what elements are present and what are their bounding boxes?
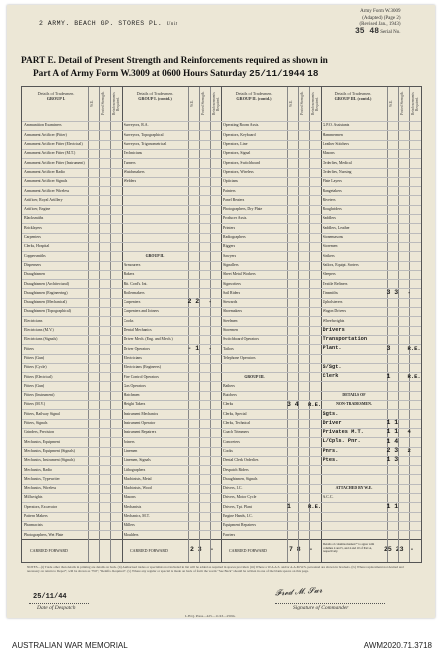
trade-label: Tailors: [223, 346, 234, 351]
trade-label: Operators, Wireless: [223, 169, 254, 174]
trade-label: Bit. Cord's. Int.: [123, 281, 148, 286]
trade-label: Technicians: [123, 151, 143, 156]
trade-label: DETAILS OF: [342, 393, 366, 398]
table-header: Details of Tradesmen. GROUP I. Details of Tradesmen. GROUP I. (contd.) Details of Tradesmen. GROUP II. (contd.) Details of Tradesmen. GROUP III. (contd.): [22, 87, 421, 122]
trade-label: Height Takers: [123, 402, 146, 407]
posted-strength-value: 2 3: [386, 447, 399, 454]
trade-label: Electricians (Signals): [24, 337, 58, 342]
trade-label: Orderlies, Medical: [322, 160, 352, 165]
reinforcement-value: -: [208, 344, 212, 352]
archive-ref: AWM2020.71.3718: [363, 641, 432, 650]
despatch-date-label: Date of Despatch: [37, 605, 76, 611]
trade-label: A.C.C.: [322, 495, 334, 500]
trade-label: Electricians (M.V.): [24, 328, 54, 332]
trade-label: Grinders, Precision: [24, 430, 55, 435]
trade-label: Stonemasons: [322, 235, 344, 239]
carried-forward-row: CARRIED FORWARD CARRIED FORWARD 2 3 - CARRIED FORWARD 7 8 - Details of columns marked * to agree with columns 4 and 5, and 4 and 10 of Part A, respectively. 25 23 -: [22, 539, 421, 562]
trade-label: Telephone Operators: [223, 355, 256, 360]
column-header-posted: Posted Strength.: [399, 91, 404, 116]
trade-label: Hammermen: [322, 132, 343, 137]
trade-label: Wheelwrights: [322, 318, 345, 323]
trade-label: S/Sgt.: [322, 364, 342, 370]
trade-label: Armament Artificer (Fitter): [24, 132, 67, 137]
trade-label: Fire Control Operators: [123, 374, 159, 379]
trade-label: Radiographers: [223, 235, 246, 239]
trade-label: Watchmakers: [123, 169, 145, 174]
trade-label: Signallers: [223, 262, 239, 267]
trade-label: Welders: [123, 179, 137, 184]
trade-label: Pharmacists: [24, 523, 43, 528]
signature-label: Signature of Commander: [293, 605, 349, 611]
trade-label: Equipment Repairers: [223, 523, 256, 528]
total-group2: 2 3: [190, 546, 202, 553]
trade-label: Operating Room Assts.: [223, 123, 260, 128]
reinforcement-value: R.E.: [308, 502, 322, 510]
trade-label: Joiners: [123, 439, 135, 444]
trade-label: Armament Artificer Signals: [24, 179, 68, 184]
row-line: [22, 465, 421, 466]
reinforcement-value: 4: [407, 428, 411, 436]
trade-label: Armament Artificer Fitter (Electrical): [24, 142, 83, 146]
trade-label: Armament Artificer Fitter (M.T.): [24, 151, 76, 156]
row-line: [22, 288, 421, 289]
trade-label: Steelmen: [223, 318, 238, 323]
row-line: [22, 158, 421, 159]
trade-label: Artificer, Engine: [24, 207, 51, 212]
row-line: [22, 214, 421, 215]
trade-label: Machinists, Metal: [123, 476, 152, 481]
trade-label: Electricians: [123, 355, 142, 360]
despatch-date-handwritten: 25/11/44: [33, 593, 67, 601]
reinforcement-value: R.E.: [308, 400, 322, 408]
reinforcement-value: R.E.: [407, 344, 421, 352]
trade-label: L/Cpls. Pnr.: [322, 438, 361, 445]
trade-label: Butchers: [223, 393, 237, 398]
trade-label: Saddlers: [322, 216, 336, 221]
row-line: [22, 186, 421, 187]
trade-label: Artificer, Royal Artillery: [24, 197, 63, 202]
trade-label: Fitters (Gun): [24, 383, 45, 388]
row-line: [22, 512, 421, 513]
column-header-we: W.E.: [388, 99, 393, 108]
column-header-posted: Posted Strength.: [101, 91, 105, 116]
trade-label: Riggers: [223, 244, 236, 249]
row-line: [22, 233, 421, 234]
column-header-reinf: Reinforcements Required.: [112, 92, 120, 115]
trade-label: Opticians: [223, 179, 238, 184]
trade-label: Moulders: [123, 532, 139, 537]
trade-label: NON-TRADESMEN.: [336, 402, 372, 407]
trade-label: Sleepers: [322, 272, 336, 277]
trade-label: Draughtsmen (Mechanical): [24, 300, 67, 305]
row-line: [22, 242, 421, 243]
trade-label: Instrument Repairers: [123, 430, 157, 435]
trade-label: Armourers: [123, 262, 141, 267]
trade-label: Bathers: [223, 383, 235, 388]
trade-label: Plant.: [322, 345, 342, 352]
trade-label: Fitters, Railway Signal: [24, 411, 60, 416]
trade-label: Cooks: [223, 448, 233, 453]
trade-label: Despatch Riders: [223, 467, 249, 472]
trade-label: Mechanics, Wireless: [24, 486, 57, 491]
trade-label: Fitters (M.V.): [24, 402, 46, 407]
archive-caption: [0, 633, 442, 653]
trade-label: Concreters: [223, 439, 240, 444]
trade-label: Mechanics, M.T.: [123, 514, 150, 518]
trade-label: G.P.O. Assistants: [322, 123, 350, 128]
trade-label: Producer Assts.: [223, 216, 248, 221]
form-title: PART E. Detail of Present Strength and Reinforcements required as shown in: [21, 56, 328, 66]
row-line: [22, 474, 421, 475]
trade-label: Clerks, Technical: [223, 421, 251, 425]
trade-label: Fitters, Signals: [24, 421, 48, 425]
trade-label: Riveters: [322, 197, 336, 202]
trade-label: Linemen: [123, 448, 138, 453]
total-group4: 25 23: [384, 546, 404, 553]
trade-label: Mechanics, Typewriter: [24, 476, 60, 481]
strength-table: [21, 86, 422, 563]
trade-label: Armament Artificer Fitter (Instrument): [24, 160, 85, 165]
row-line: [22, 261, 421, 262]
trade-label: Operators, Keyboard: [223, 132, 256, 137]
column-header-reinf: Reinforcements Required.: [311, 92, 319, 115]
trade-label: Orderlies, Nursing: [322, 169, 352, 174]
row-line: [22, 149, 421, 150]
trade-label: Coppersmiths: [24, 253, 46, 258]
reinforcement-value: -: [407, 288, 411, 296]
trade-label: Engine Hands, I.C.: [223, 514, 253, 518]
trade-label: Driver Mech. (Eng. and Mech.): [123, 337, 173, 342]
trade-label: GROUP II.: [145, 253, 165, 258]
trade-label: Clerks: [223, 402, 234, 407]
posted-strength-value: 1: [386, 372, 391, 380]
trade-label: Lithographers: [123, 467, 146, 472]
trade-label: Carpenters and Joiners: [123, 309, 159, 314]
trade-label: Privates M.T.: [322, 429, 364, 436]
trade-label: Stewards: [223, 300, 238, 305]
trade-label: Sail Riders: [223, 290, 241, 295]
trade-label: Fitters (Cycle): [24, 365, 47, 370]
trade-label: Mechanists: [123, 504, 142, 509]
column-header-posted: Posted Strength.: [200, 91, 205, 116]
trade-label: Cooks: [123, 318, 134, 323]
reinforcement-value: 2: [407, 447, 411, 454]
posted-strength-value: 1 4: [386, 437, 399, 445]
trade-label: Armament Artificer Wireless: [24, 188, 70, 193]
trade-label: Surveyors, Topographical: [123, 132, 164, 137]
posted-strength-value: 1 1: [386, 502, 399, 510]
trade-label: Surveyors, R.A.: [123, 123, 149, 128]
reinforcement-value: -: [208, 298, 212, 306]
trade-label: Shoemakers: [223, 309, 243, 314]
trade-label: Plate Layers: [322, 179, 342, 184]
trade-label: Boilermakers: [123, 290, 145, 295]
posted-strength-value: 1: [287, 502, 291, 510]
posted-strength-value: 1 1: [386, 428, 399, 436]
row-line: [22, 298, 421, 299]
trade-label: Upholsterers: [322, 300, 343, 305]
row-line: [22, 521, 421, 522]
column-header-reinf: Reinforcements Required.: [211, 92, 220, 115]
trade-label: Coach Trimmers: [223, 430, 250, 435]
posted-strength-value: - 1: [187, 344, 200, 352]
row-line: [22, 130, 421, 131]
posted-strength-value: 3: [386, 344, 391, 352]
trade-label: Drivers, Motor Cycle: [223, 495, 257, 500]
trade-label: Operators, Switchboard: [223, 160, 260, 165]
trade-label: Driver: [322, 419, 342, 426]
trade-label: Clerks, Hospital: [24, 244, 50, 249]
trade-label: Clerks, Special: [223, 411, 247, 416]
trade-label: Turners: [123, 160, 136, 165]
trade-label: Mechanics, Equipment: [24, 439, 60, 444]
trade-label: Wagon Drivers: [322, 309, 347, 314]
trade-label: Draughtsmen, Signals: [223, 476, 258, 481]
trade-label: Blacksmiths: [24, 216, 44, 221]
trade-label: Dental Clerk Orderlies: [223, 458, 259, 463]
row-line: [22, 354, 421, 355]
row-line: [22, 140, 421, 141]
trade-label: Storemen: [223, 328, 238, 332]
trade-label: Clerk: [322, 373, 339, 380]
trade-label: Bricklayers: [24, 225, 42, 230]
trade-label: Machinists, Wood: [123, 486, 152, 491]
trade-label: Drivers: [322, 326, 345, 333]
total-group3: 7 8: [289, 546, 301, 553]
trade-label: Storemen: [322, 244, 338, 249]
row-line: [22, 484, 421, 485]
row-line: [22, 502, 421, 503]
posted-strength-value: 3 4: [287, 400, 299, 408]
trade-label: Fitters: [24, 346, 34, 351]
trade-label: Strikers: [322, 253, 335, 258]
trade-label: Fitters (Gun): [24, 355, 45, 360]
trade-label: Rangetakers: [322, 188, 342, 193]
row-line: [22, 316, 421, 317]
archive-name: AUSTRALIAN WAR MEMORIAL: [12, 641, 128, 650]
serial-handwritten: 35 48: [355, 26, 380, 36]
posted-strength-value: 3 3: [386, 288, 399, 296]
trade-label: Millers: [123, 523, 135, 528]
trade-label: Draughtsmen: [24, 272, 45, 277]
row-line: [22, 168, 421, 169]
trade-label: Masons: [123, 495, 136, 500]
trade-label: GROUP III.: [244, 374, 265, 379]
trade-label: Surveyors, Trigonometrical: [123, 142, 167, 146]
row-line: [22, 195, 421, 196]
trade-label: Draughtsmen (Engineering): [24, 290, 68, 295]
trade-label: Saddlers, Leather: [322, 225, 350, 230]
form-title-line2: Part A of Army Form W.3009 at 0600 Hours Saturday 25/11/1944 18: [33, 68, 319, 79]
trade-label: Photographers, Dry Plate: [223, 207, 263, 212]
posted-strength-value: 1 3: [386, 456, 399, 464]
trade-label: Sailors, Equipt. Sorters: [322, 262, 359, 267]
trade-label: Draughtsmen (Topographical): [24, 309, 71, 314]
trade-label: Switchboard Operators: [223, 337, 259, 342]
trade-label: Sheet Metal Workers: [223, 272, 256, 277]
trade-label: Dispensers: [24, 262, 42, 267]
trade-label: Draughtsmen (Architectural): [24, 281, 70, 286]
trade-label: Armament Artificer Radio: [24, 169, 66, 174]
posted-strength-value: 1 1: [386, 419, 399, 427]
trade-label: Driver Operators: [123, 346, 150, 351]
row-line: [22, 205, 421, 206]
press-line: L.H.Q. Press—425—11/43—250m.: [185, 614, 236, 618]
signature-image: 𝓕𝓻𝓮𝓭 𝓜. 𝓢𝓾𝓻: [274, 585, 323, 598]
trade-label: Millwrights: [24, 495, 43, 500]
trade-label: Leather Stitchers: [322, 142, 349, 146]
trade-label: Signwriters: [223, 281, 241, 286]
trade-label: Painters: [223, 188, 236, 193]
form-page: [7, 5, 435, 618]
row-line: [22, 391, 421, 392]
row-line: [22, 121, 421, 122]
trade-label: Sawyers: [223, 253, 237, 258]
row-line: [22, 177, 421, 178]
trade-label: Farriers: [223, 532, 236, 537]
trade-label: Electricians: [24, 318, 43, 323]
row-line: [22, 279, 421, 280]
reinforcement-value: R.E.: [407, 372, 421, 380]
trade-label: Instrument Mechanics: [123, 411, 159, 416]
trade-label: Printers: [223, 225, 236, 230]
trade-label: Carpenters: [24, 235, 41, 239]
trade-label: Mechanics, Radio: [24, 467, 53, 472]
trade-label: Bakers: [123, 272, 135, 277]
trade-label: Roughriders: [322, 207, 342, 212]
trade-label: Pnrs.: [322, 447, 339, 454]
column-header-we: W.E.: [90, 99, 94, 108]
row-line: [22, 530, 421, 531]
row-line: [22, 493, 421, 494]
trade-label: Electricians (Engineers): [123, 365, 161, 370]
trade-label: Sgts.: [322, 410, 339, 417]
trade-label: ATTACHED BY W.E.: [335, 486, 373, 491]
trade-label: Fitters (Electrical): [24, 374, 53, 379]
trade-label: Ammunition Examiners: [24, 123, 62, 128]
notes: NOTES—(i) Trade other than details in printing are details on back. (ii) Authorised trades or specialists not included in list will be added as required in spaces provided. (iii) Where a W.A.A.S. and/or A.A.M.W.S. personnel are shown in brackets. (iv) Where replacement not desired and necessary on return to Depot*, will be shown as "Nil"; "Reinfts. Required". (v) Where any regular or special is made on back of form the words "See Back" should be written in one of the blank spaces on this page.: [27, 565, 404, 574]
trade-label: Operators, Signal: [223, 151, 251, 156]
trade-label: Pattern Makers: [24, 514, 48, 518]
posted-strength-value: 2 2: [187, 298, 200, 306]
trade-label: Operators, Excavator: [24, 504, 58, 509]
row-line: [22, 307, 421, 308]
trade-label: Photographers, Wet Plate: [24, 532, 64, 537]
trade-label: Dental Mechanics: [123, 328, 152, 332]
row-line: [22, 381, 421, 382]
column-header-reinf: Reinforcements Required.: [410, 92, 419, 115]
trade-label: Ptes.: [322, 457, 339, 463]
trade-label: Fitters (Instrument): [24, 393, 55, 398]
trade-label: Tinsmiths: [322, 290, 338, 295]
row-line: [22, 251, 421, 252]
row-line: [22, 270, 421, 271]
trade-label: Mechanics, Equipment (Signals): [24, 448, 75, 453]
trade-label: Operators, Line: [223, 142, 248, 146]
trade-label: Drivers, Tpt. Plant: [223, 504, 252, 509]
row-line: [22, 223, 421, 224]
trade-label: Masons: [322, 151, 335, 156]
trade-label: Carpenters: [123, 300, 141, 305]
trade-label: Linemen, Signals: [123, 458, 151, 463]
trade-label: Drivers, I.C.: [223, 486, 243, 491]
unit-name: 2 ARMY. BEACH GP. STORES PL. Unit: [39, 20, 178, 27]
trade-label: Textile Refiners: [322, 281, 348, 286]
trade-label: Instrument Operator: [123, 421, 156, 425]
form-number-block: Army Form W.3009 (Adapted) (Page 2) (Revised Jan., 1943) 35 48 Serial No.: [355, 9, 401, 36]
trade-label: Gas Operators: [123, 383, 146, 388]
column-header-we: W.E.: [189, 99, 194, 108]
trade-label: Transportation: [322, 336, 368, 343]
column-header-we: W.E.: [289, 99, 293, 108]
trade-label: Panel Beaters: [223, 197, 245, 202]
column-header-posted: Posted Strength.: [300, 91, 304, 116]
trade-label: Mechanics, Instrument (Signals): [24, 458, 75, 463]
trade-label: Hatchmen: [123, 393, 140, 398]
row-line: [22, 400, 421, 401]
